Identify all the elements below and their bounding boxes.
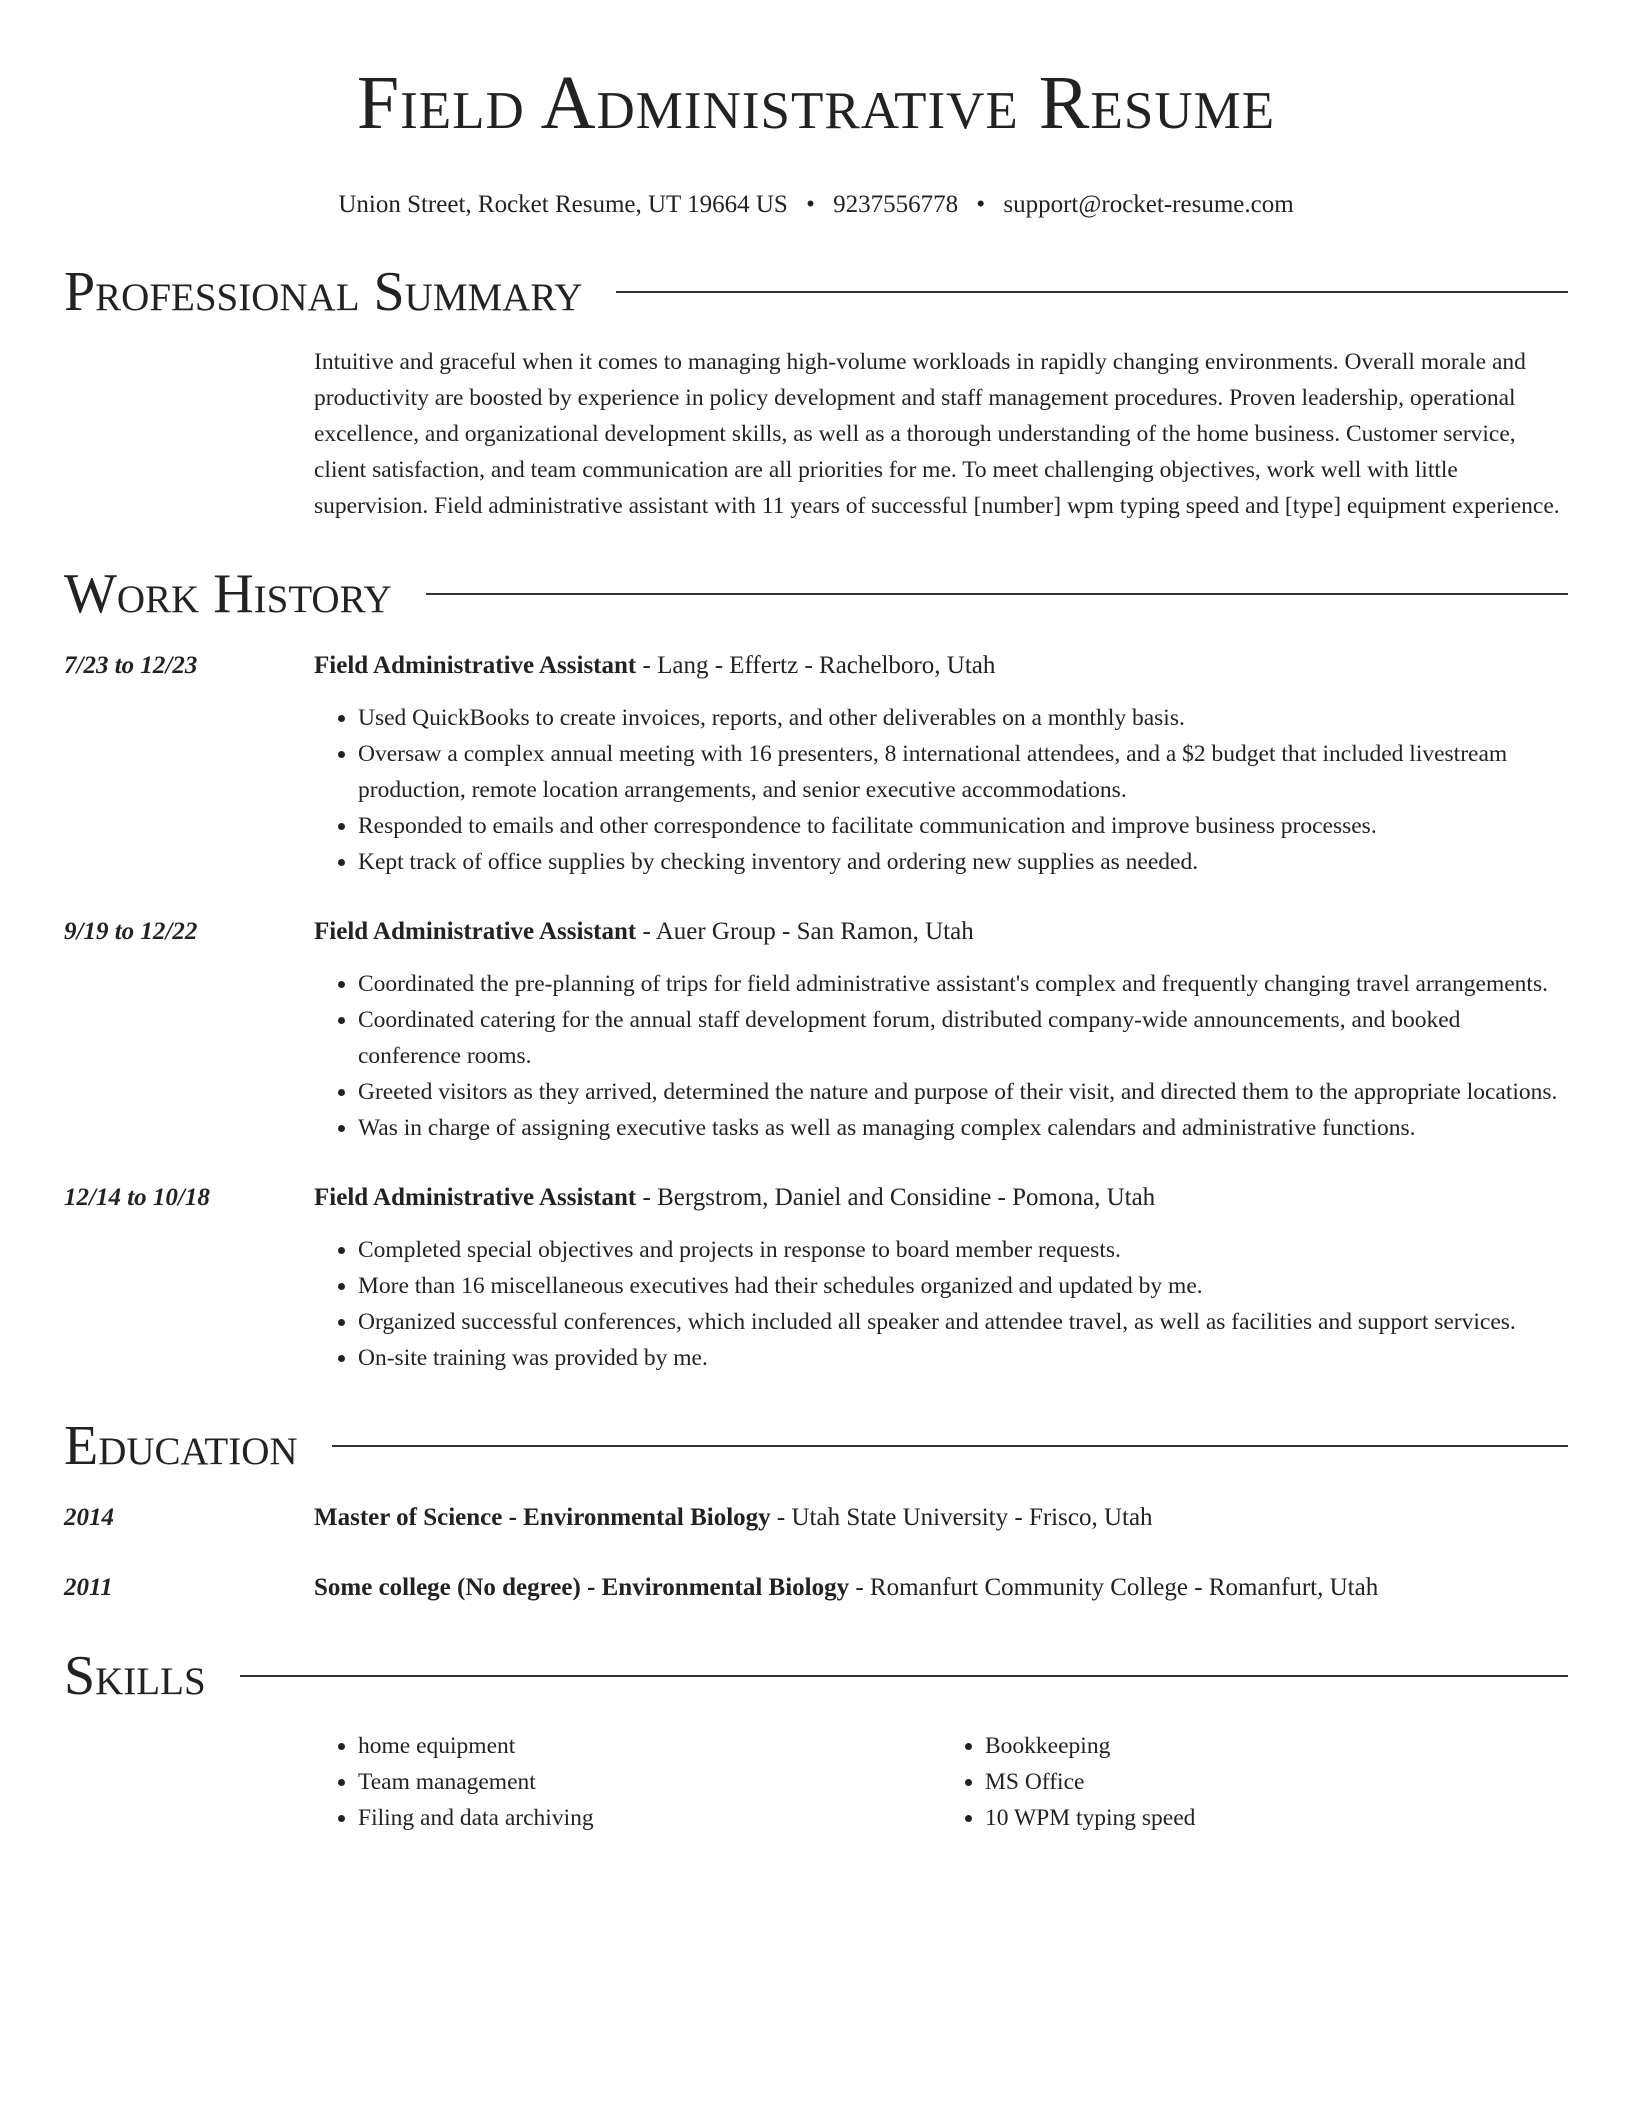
job-bullets — [314, 966, 1568, 1146]
job-title-line — [314, 648, 1568, 684]
job-bullet: • Used QuickBooks to create invoices, reports, and other deliverables on a monthly basis. — [358, 700, 1568, 736]
job-bullet: • Completed special objectives and projects in response to board member requests. — [358, 1232, 1568, 1268]
contact-address: Union Street, Rocket Resume, UT 19664 US — [338, 191, 788, 218]
education-year: 2011 — [64, 1574, 113, 1601]
section-divider — [332, 1445, 1568, 1447]
job-title-line — [314, 914, 1568, 950]
job-entry — [64, 1180, 1568, 1376]
section-header-education — [64, 1414, 1568, 1478]
job-bullet: • Was in charge of assigning executive tasks as well as managing complex calendars and administrative functions. — [358, 1110, 1568, 1146]
education-line — [314, 1500, 1568, 1536]
job-body — [314, 648, 1568, 880]
section-divider — [616, 291, 1568, 293]
skills-column-left — [314, 1728, 941, 1836]
section-divider — [240, 1675, 1568, 1677]
education-year: 2014 — [64, 1504, 114, 1531]
job-body — [314, 914, 1568, 1146]
section-title-education: Education — [64, 1415, 298, 1477]
summary-text: Intuitive and graceful when it comes to managing high-volume workloads in rapidly changing environments. Overall morale and productivity are boosted by experience in policy development and staff management procedures. Proven leadership, operational excellence, and organizational development skills, as well as a thorough understanding of the home business. Customer service, client satisfaction, and team communication are all priorities for me. To meet challenging objectives, work well with little supervision. Field administrative assistant with 11 years of successful [number] wpm typing speed and [type] equipment experience. — [314, 349, 1560, 519]
contact-phone: 9237556778 — [833, 191, 959, 218]
job-bullets — [314, 1232, 1568, 1376]
job-details: - Auer Group - San Ramon, Utah — [636, 918, 974, 945]
job-bullet: • Coordinated the pre-planning of trips for field administrative assistant's complex and frequently changing travel arrangements. — [358, 966, 1568, 1002]
section-header-skills — [64, 1644, 1568, 1708]
job-bullet: • Responded to emails and other correspondence to facilitate communication and improve business processes. — [358, 808, 1568, 844]
contact-line — [64, 188, 1568, 222]
job-title: Field Administrative Assistant — [314, 1184, 637, 1211]
education-degree: Some college (No degree) - Environmental Biology — [314, 1574, 850, 1601]
section-header-work-history — [64, 562, 1568, 626]
section-title-work-history: Work History — [64, 563, 392, 625]
job-title: Field Administrative Assistant — [314, 918, 637, 945]
job-body — [314, 1180, 1568, 1376]
job-bullets — [314, 700, 1568, 880]
skill-item: • MS Office — [985, 1764, 1568, 1800]
education-details: - Romanfurt Community College - Romanfurt, Utah — [849, 1574, 1379, 1601]
job-bullet: • Greeted visitors as they arrived, determined the nature and purpose of their visit, and directed them to the appropriate locations. — [358, 1074, 1568, 1110]
education-details: - Utah State University - Frisco, Utah — [770, 1504, 1153, 1531]
education-entry — [64, 1570, 1568, 1606]
skills-column-right — [941, 1728, 1568, 1836]
job-dates: 7/23 to 12/23 — [64, 652, 198, 679]
job-bullet: • Coordinated catering for the annual staff development forum, distributed company-wide announcements, and booked conference rooms. — [358, 1002, 1568, 1074]
skill-item: • Bookkeeping — [985, 1728, 1568, 1764]
skill-item: • home equipment — [358, 1728, 941, 1764]
education-degree: Master of Science - Environmental Biology — [314, 1504, 771, 1531]
job-entry — [64, 648, 1568, 880]
section-title-skills: Skills — [64, 1645, 206, 1707]
job-title-line — [314, 1180, 1568, 1216]
section-divider — [426, 593, 1568, 595]
section-title-summary: Professional Summary — [64, 261, 583, 323]
job-title: Field Administrative Assistant — [314, 652, 637, 679]
contact-separator: • — [806, 191, 815, 218]
contact-separator: • — [976, 191, 986, 218]
skills-list — [314, 1728, 1568, 1836]
job-bullet: • Oversaw a complex annual meeting with 16 presenters, 8 international attendees, and a $2 budget that included livestream production, remote location arrangements, and senior executive accommodations. — [358, 736, 1568, 808]
job-details: - Bergstrom, Daniel and Considine - Pomona, Utah — [636, 1184, 1156, 1211]
education-line — [314, 1570, 1568, 1606]
job-bullet: • Organized successful conferences, which included all speaker and attendee travel, as well as facilities and support services. — [358, 1304, 1568, 1340]
job-bullet: • On-site training was provided by me. — [358, 1340, 1568, 1376]
skill-item: • Filing and data archiving — [358, 1800, 941, 1836]
job-entry — [64, 914, 1568, 1146]
contact-email: support@rocket-resume.com — [1003, 191, 1294, 218]
job-bullet: • Kept track of office supplies by checking inventory and ordering new supplies as needed. — [358, 844, 1568, 880]
education-entry — [64, 1500, 1568, 1536]
job-dates: 12/14 to 10/18 — [64, 1184, 210, 1211]
section-header-summary — [64, 260, 1568, 324]
job-bullet: • More than 16 miscellaneous executives had their schedules organized and updated by me. — [358, 1268, 1568, 1304]
skill-item: • 10 WPM typing speed — [985, 1800, 1568, 1836]
resume-title: Field Administrative Resume — [356, 61, 1276, 145]
job-dates: 9/19 to 12/22 — [64, 918, 198, 945]
job-details: - Lang - Effertz - Rachelboro, Utah — [636, 652, 996, 679]
skill-item: • Team management — [358, 1764, 941, 1800]
